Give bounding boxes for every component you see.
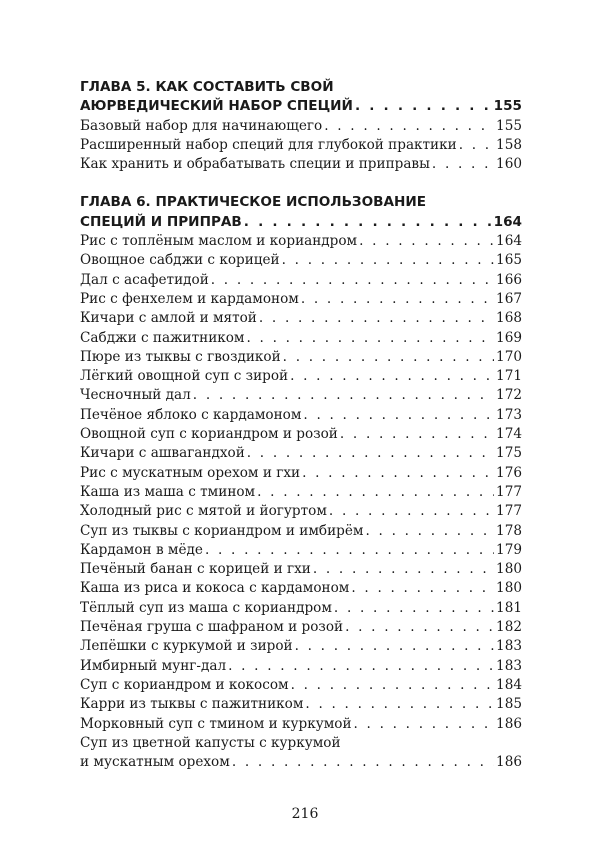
page-number: 168 [496,310,522,327]
table-of-contents [80,78,522,791]
toc-entry[interactable] [80,753,522,772]
toc-entry[interactable] [80,560,522,579]
toc-entry[interactable] [80,348,522,367]
dot-leader [228,657,494,676]
toc-entry-label: Каша из риса и кокоса с кардамоном [80,580,350,597]
page-number: 176 [496,464,522,481]
toc-entry[interactable] [80,425,522,444]
toc-entry[interactable] [80,97,522,116]
toc-entry-label: Дал с асафетидой [80,271,209,288]
toc-entry-label: Овощной суп с кориандром и розой [80,426,338,443]
toc-entry-label: Имбирный мунг-дал [80,657,227,674]
toc-entry[interactable] [80,579,522,598]
toc-entry[interactable] [80,329,522,348]
toc-entry[interactable] [80,290,522,309]
toc-entry-label: Кардамон в мёде [80,541,203,558]
toc-entry[interactable] [80,657,522,676]
toc-entry[interactable] [80,444,522,463]
toc-entry-label: Овощное сабджи с корицей [80,252,280,269]
toc-entry-label: Каша из маша с тмином [80,483,256,500]
dot-leader [345,618,494,637]
toc-entry[interactable] [80,251,522,270]
page-number: 174 [496,426,522,443]
page-number: 182 [496,619,522,636]
toc-entry-label: Печёная груша с шафраном и розой [80,619,344,636]
page-number: 179 [496,541,522,558]
dot-leader [365,522,494,541]
dot-leader [334,599,494,618]
page-number: 186 [496,715,522,732]
dot-leader [354,715,495,734]
dot-leader [340,425,494,444]
page-number: 184 [496,676,522,693]
dot-leader [355,97,492,116]
toc-entry[interactable] [80,232,522,251]
dot-leader [259,309,494,328]
toc-entry[interactable] [80,309,522,328]
page-number: 158 [496,136,522,153]
toc-entry[interactable] [80,155,522,174]
toc-entry[interactable] [80,522,522,541]
dot-leader [301,290,494,309]
chapter-title: ГЛАВА 6. ПРАКТИЧЕСКОЕ ИСПОЛЬЗОВАНИЕ [80,194,427,211]
toc-entry[interactable] [80,637,522,656]
dot-leader [283,348,494,367]
page-number: 178 [496,522,522,539]
dot-leader [290,367,494,386]
toc-entry-label: Рис с топлёным маслом и кориандром [80,233,358,250]
dot-leader [244,213,492,232]
dot-leader [359,232,494,251]
toc-entry-label: Печёное яблоко с кардамоном [80,406,302,423]
page-folio: 216 [291,806,319,822]
toc-entry-label: Рис с мускатным орехом и гхи [80,464,301,481]
page-number: 166 [496,271,522,288]
toc-entry[interactable] [80,367,522,386]
toc-entry[interactable] [80,483,522,502]
toc-entry-label: Пюре из тыквы с гвоздикой [80,348,281,365]
toc-entry[interactable] [80,213,522,232]
toc-entry[interactable] [80,386,522,405]
page-number: 173 [496,406,522,423]
toc-entry[interactable] [80,406,522,425]
toc-entry-label: Кичари с амлой и мятой [80,310,257,327]
page-number: 183 [496,638,522,655]
chapter-title: ГЛАВА 5. КАК СОСТАВИТЬ СВОЙ [80,79,334,95]
page-number: 164 [493,213,522,230]
toc-entry-label: Расширенный набор специй для глубокой практики [80,136,457,153]
toc-entry[interactable] [80,464,522,483]
page-number: 175 [496,445,522,462]
toc-entry[interactable] [80,271,522,290]
dot-leader [432,155,494,174]
page-number: 172 [496,387,522,404]
toc-entry[interactable] [80,618,522,637]
page-number: 186 [496,754,522,771]
toc-entry-label: Как хранить и обрабатывать специи и приправы [80,156,430,173]
page-number: 155 [493,98,522,115]
page-number: 181 [496,599,522,616]
toc-entry-label: Чесночный дал [80,387,191,404]
page-number: 170 [496,348,522,365]
page-number: 164 [496,233,522,250]
dot-leader [247,329,495,348]
chapter-title: СПЕЦИЙ И ПРИПРАВ [80,213,242,230]
page-number: 169 [496,329,522,346]
toc-entry[interactable] [80,541,522,560]
dot-leader [282,251,494,270]
toc-entry-label: Базовый набор для начинающего [80,117,323,134]
dot-leader [351,579,494,598]
dot-leader [291,676,494,695]
page-number: 180 [496,561,522,578]
page-number: 180 [496,580,522,597]
toc-entry-label: Карри из тыквы с пажитником [80,696,304,713]
dot-leader [247,444,494,463]
page-number: 183 [496,657,522,674]
toc-entry-label: Кичари с ашвагандхой [80,445,245,462]
dot-leader [295,637,494,656]
toc-entry-label: Печёный банан с корицей и гхи [80,561,311,578]
toc-entry[interactable] [80,715,522,734]
dot-leader [257,483,494,502]
toc-entry[interactable] [80,599,522,618]
page-number: 165 [496,252,522,269]
toc-entry-label: Суп с кориандром и кокосом [80,676,289,693]
chapter-6 [80,193,522,772]
toc-entry-label: Тёплый суп из маша с кориандром [80,599,332,616]
dot-leader [329,502,494,521]
dot-leader [324,117,494,136]
chapter-5 [80,78,522,174]
page-number: 167 [496,290,522,307]
toc-entry[interactable] [80,136,522,155]
dot-leader [303,406,494,425]
toc-entry-label: Лёгкий овощной суп с зирой [80,368,289,385]
chapter-title: АЮРВЕДИЧЕСКИЙ НАБОР СПЕЦИЙ [80,98,353,115]
page-number: 171 [496,368,522,385]
toc-entry-label: Рис с фенхелем и кардамоном [80,290,299,307]
dot-leader [313,560,494,579]
dot-leader [211,271,494,290]
dot-leader [193,386,494,405]
toc-entry-label: Сабджи с пажитником [80,329,245,346]
page-number: 177 [496,503,522,520]
dot-leader [305,695,494,714]
toc-entry[interactable] [80,695,522,714]
dot-leader [205,541,494,560]
toc-entry[interactable] [80,502,522,521]
dot-leader [459,136,494,155]
page-number: 177 [496,483,522,500]
page-number: 160 [496,156,522,173]
toc-entry[interactable] [80,676,522,695]
toc-entry-label: Холодный рис с мятой и йогуртом [80,503,327,520]
dot-leader [232,753,494,772]
toc-entry-label: Суп из тыквы с кориандром и имбирём [80,522,364,539]
toc-entry[interactable] [80,117,522,136]
toc-entry-label: и мускатным орехом [80,754,230,771]
toc-entry-label[interactable]: Суп из цветной капусты с куркумой [80,734,341,751]
page-number: 155 [496,117,522,134]
dot-leader [302,464,494,483]
toc-entry-label: Лепёшки с куркумой и зирой [80,638,293,655]
page-number: 185 [496,696,522,713]
toc-entry-label: Морковный суп с тмином и куркумой [80,715,352,732]
